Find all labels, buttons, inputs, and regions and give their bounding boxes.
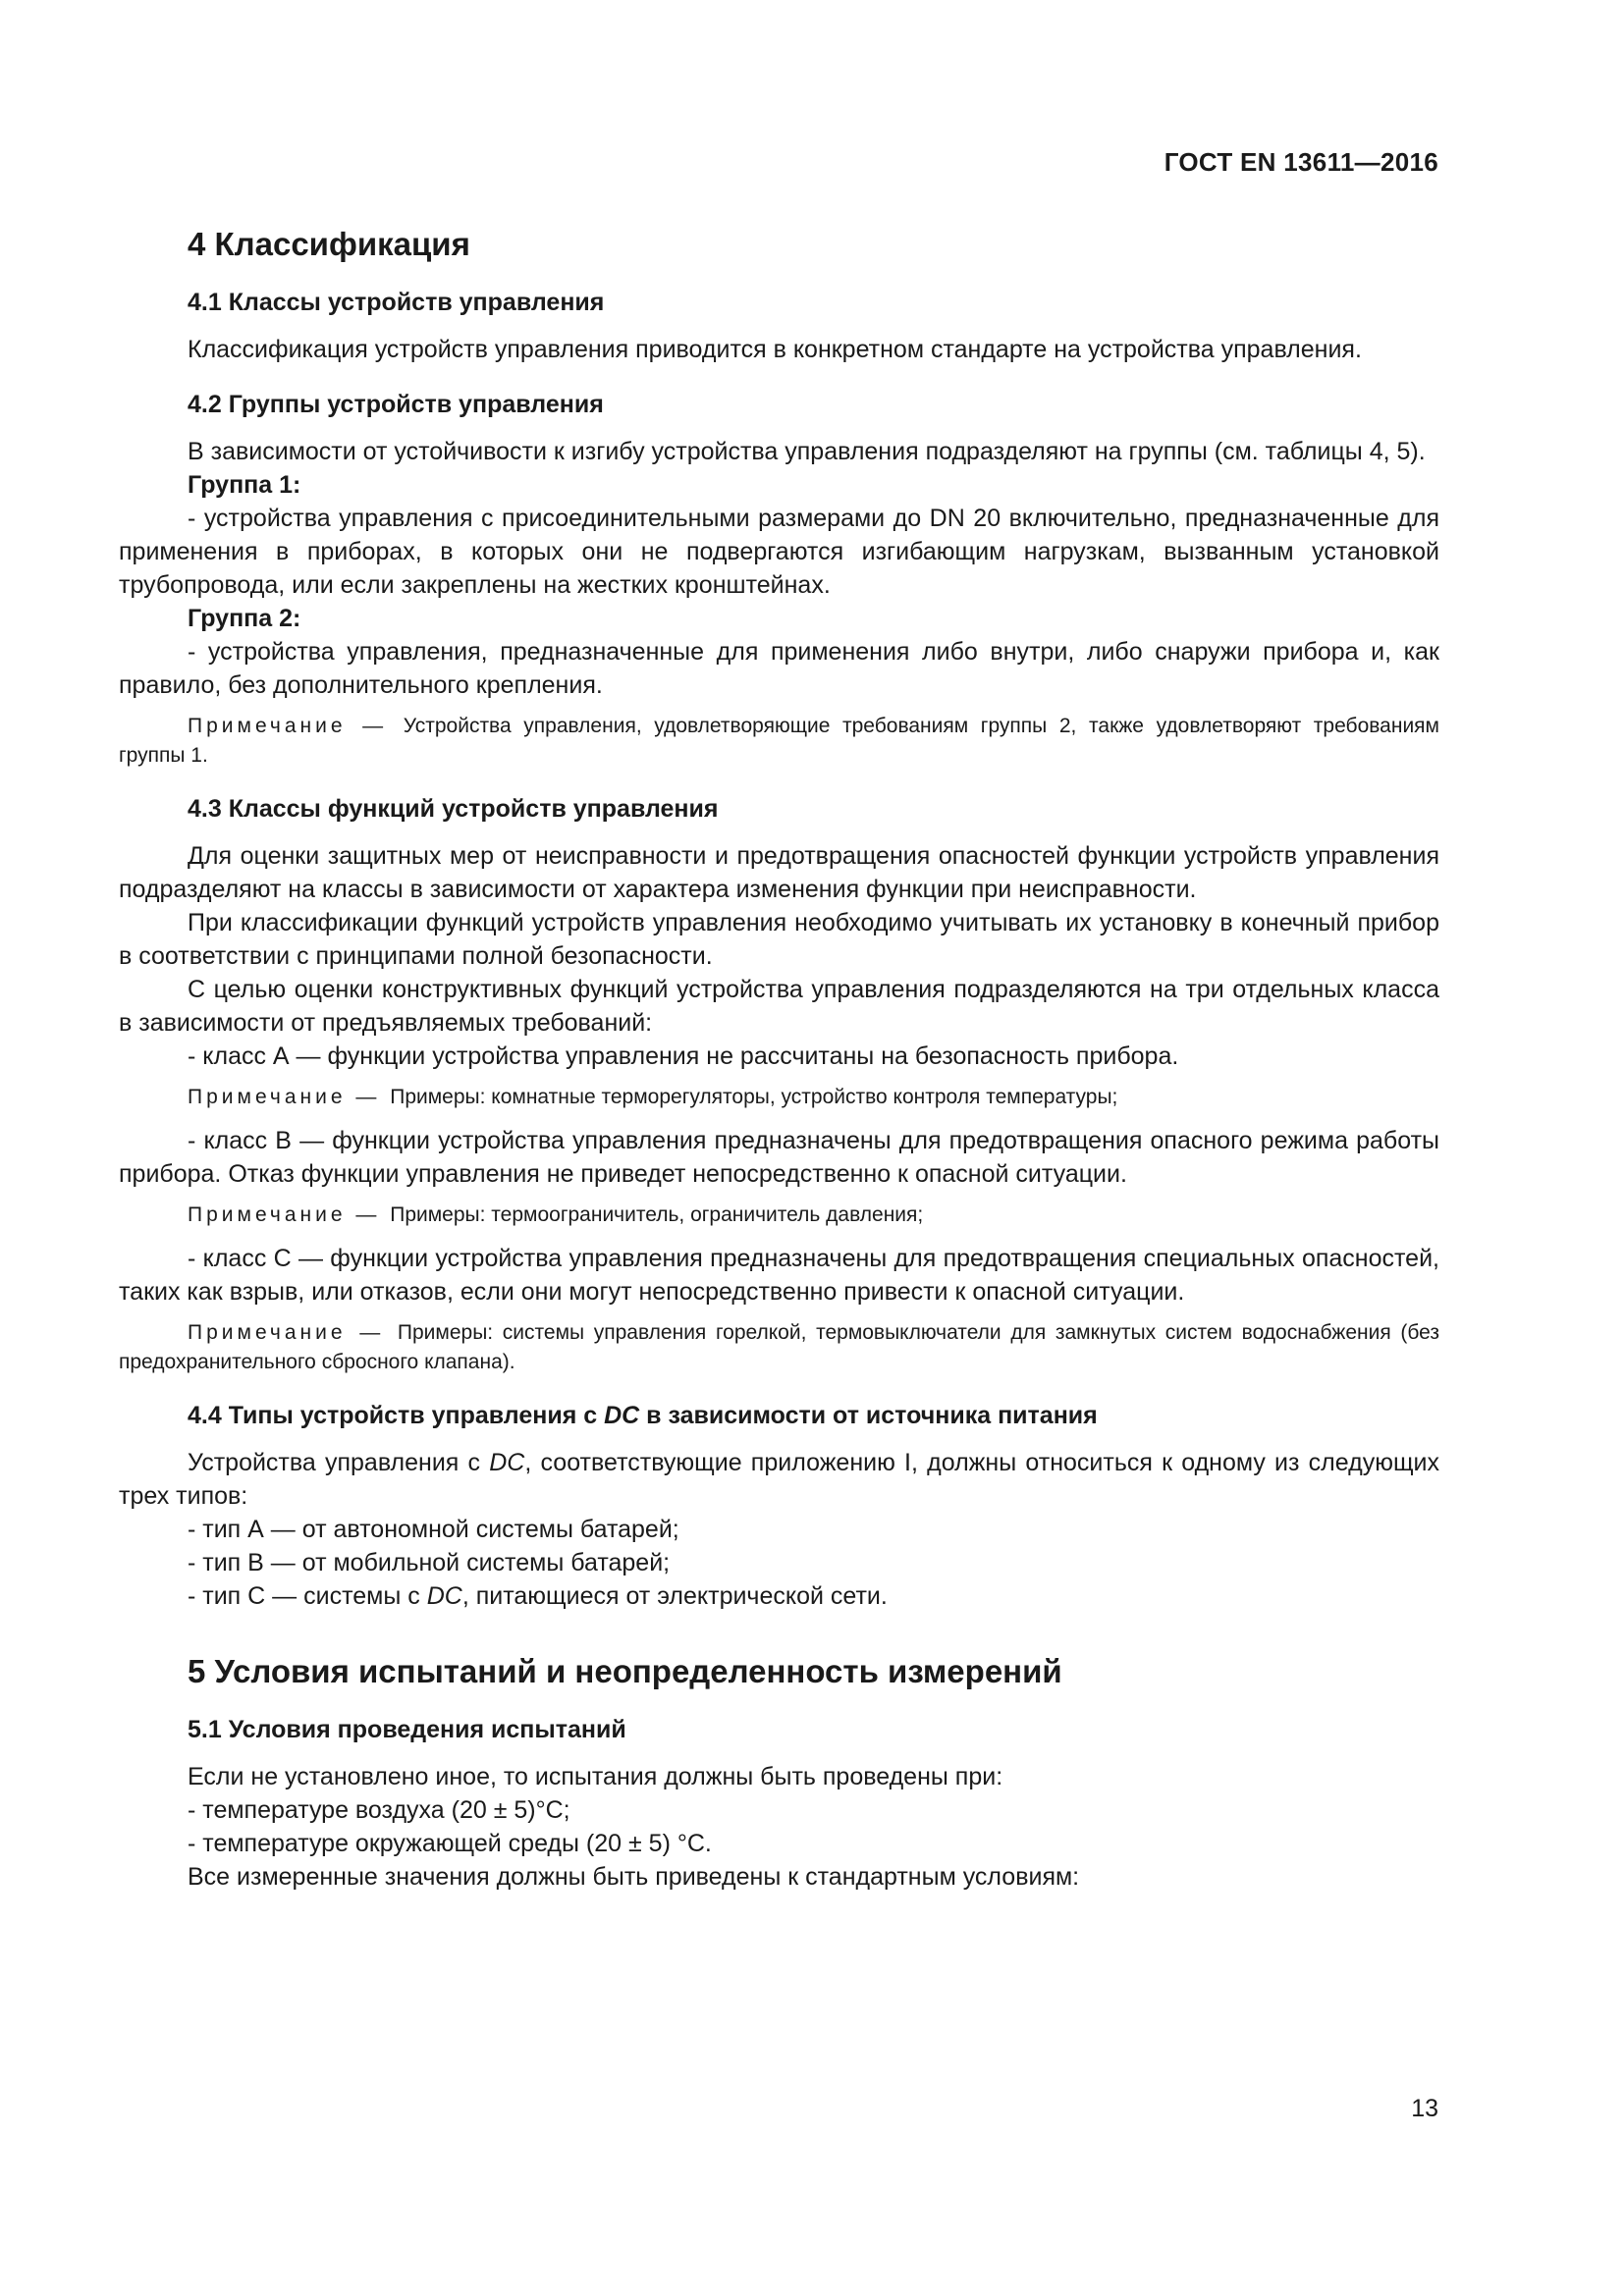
note-text: Примеры: системы управления горелкой, термовыключатели для замкнутых систем водоснабжения (без предохранительного сбросного клапана). <box>119 1321 1440 1373</box>
paragraph: В зависимости от устойчивости к изгибу устройства управления подразделяют на группы (см. таблицы 4, 5). <box>188 438 1426 465</box>
note-label: Примечание — <box>188 1321 385 1344</box>
paragraph: Классификация устройств управления приводится в конкретном стандарте на устройства управления. <box>188 336 1362 363</box>
paragraph: С целью оценки конструктивных функций устройства управления подразделяются на три отдельных класса в зависимости от предъявляемых требований: <box>119 976 1439 1037</box>
class-c-item: - класс С — функции устройства управления предназначены для предотвращения специальных опасностей, таких как взрыв, или отказов, если они могут непосредственно привести к опасной ситуации. <box>119 1245 1439 1306</box>
group-label: Группа 2: <box>188 605 301 632</box>
paragraph: При классификации функций устройств управления необходимо учитывать их установку в конечный прибор в соответствии с принципами полной безопасности. <box>119 909 1439 970</box>
type-a-item: - тип А — от автономной системы батарей; <box>188 1516 679 1543</box>
note-label: Примечание — <box>188 1203 381 1226</box>
group-label: Группа 1: <box>188 471 301 499</box>
paragraph: - устройства управления, предназначенные для применения либо внутри, либо снаружи прибора и, как правило, без дополнительного крепления. <box>119 638 1439 699</box>
text: - тип С — системы с <box>188 1582 427 1610</box>
heading-text: 4.4 Типы устройств управления с <box>188 1402 605 1429</box>
type-b-item: - тип В — от мобильной системы батарей; <box>188 1549 671 1576</box>
paragraph: Для оценки защитных мер от неисправности и предотвращения опасностей функции устройств управления подразделяют на классы в зависимости от характера изменения функции при неисправности. <box>119 842 1439 903</box>
note <box>119 1318 1439 1377</box>
type-c-item <box>119 1579 1439 1613</box>
page-content <box>119 211 1439 1894</box>
text: , соответствующие приложению I, должны относиться к одному из следующих трех типов: <box>119 1449 1439 1510</box>
class-a-item: - класс А — функции устройства управления не рассчитаны на безопасность прибора. <box>188 1042 1179 1070</box>
document-code: ГОСТ EN 13611—2016 <box>1164 147 1438 177</box>
class-b-item: - класс В — функции устройства управления предназначены для предотвращения опасного режима работы прибора. Отказ функции управления не приведет непосредственно к опасной ситуации. <box>119 1127 1439 1188</box>
section-5-heading: 5 Условия испытаний и неопределенность измерений <box>188 1653 1062 1689</box>
paragraph <box>119 1446 1439 1513</box>
condition-item: - температуре воздуха (20 ± 5)°С; <box>188 1796 570 1824</box>
subsection-4-2-heading: 4.2 Группы устройств управления <box>188 391 604 418</box>
text: Устройства управления с <box>188 1449 490 1476</box>
paragraph: Все измеренные значения должны быть приведены к стандартным условиям: <box>188 1863 1080 1891</box>
subsection-4-1-heading: 4.1 Классы устройств управления <box>188 289 605 316</box>
text: , питающиеся от электрической сети. <box>461 1582 888 1610</box>
paragraph: - устройства управления с присоединительными размерами до DN 20 включительно, предназначенные для применения в приборах, в которых они не подвергаются изгибающим нагрузкам, вызванным установкой трубопровода, или если закреплены на жестких кронштейнах. <box>119 505 1439 599</box>
note-label: Примечание — <box>188 1086 381 1108</box>
note-text: Примеры: комнатные терморегуляторы, устройство контроля температуры; <box>390 1086 1118 1108</box>
note <box>119 1201 1439 1230</box>
note-text: Устройства управления, удовлетворяющие требованиям группы 2, также удовлетворяют требованиям группы 1. <box>119 715 1439 767</box>
note <box>119 1083 1439 1112</box>
subsection-4-3-heading: 4.3 Классы функций устройств управления <box>188 795 719 823</box>
condition-item: - температуре окружающей среды (20 ± 5) °С. <box>188 1830 712 1857</box>
page-number: 13 <box>1411 2095 1438 2122</box>
subsection-4-4-heading <box>188 1399 1439 1432</box>
paragraph: Если не установлено иное, то испытания должны быть проведены при: <box>188 1763 1003 1790</box>
dc-term: DC <box>426 1582 462 1610</box>
section-4-heading: 4 Классификация <box>188 226 470 262</box>
heading-text: в зависимости от источника питания <box>639 1402 1098 1429</box>
note-text: Примеры: термоограничитель, ограничитель давления; <box>390 1203 924 1226</box>
subsection-5-1-heading: 5.1 Условия проведения испытаний <box>188 1716 626 1743</box>
dc-term: DC <box>489 1449 525 1476</box>
note <box>119 712 1439 771</box>
dc-term: DC <box>604 1402 640 1429</box>
note-label: Примечание — <box>188 715 388 737</box>
